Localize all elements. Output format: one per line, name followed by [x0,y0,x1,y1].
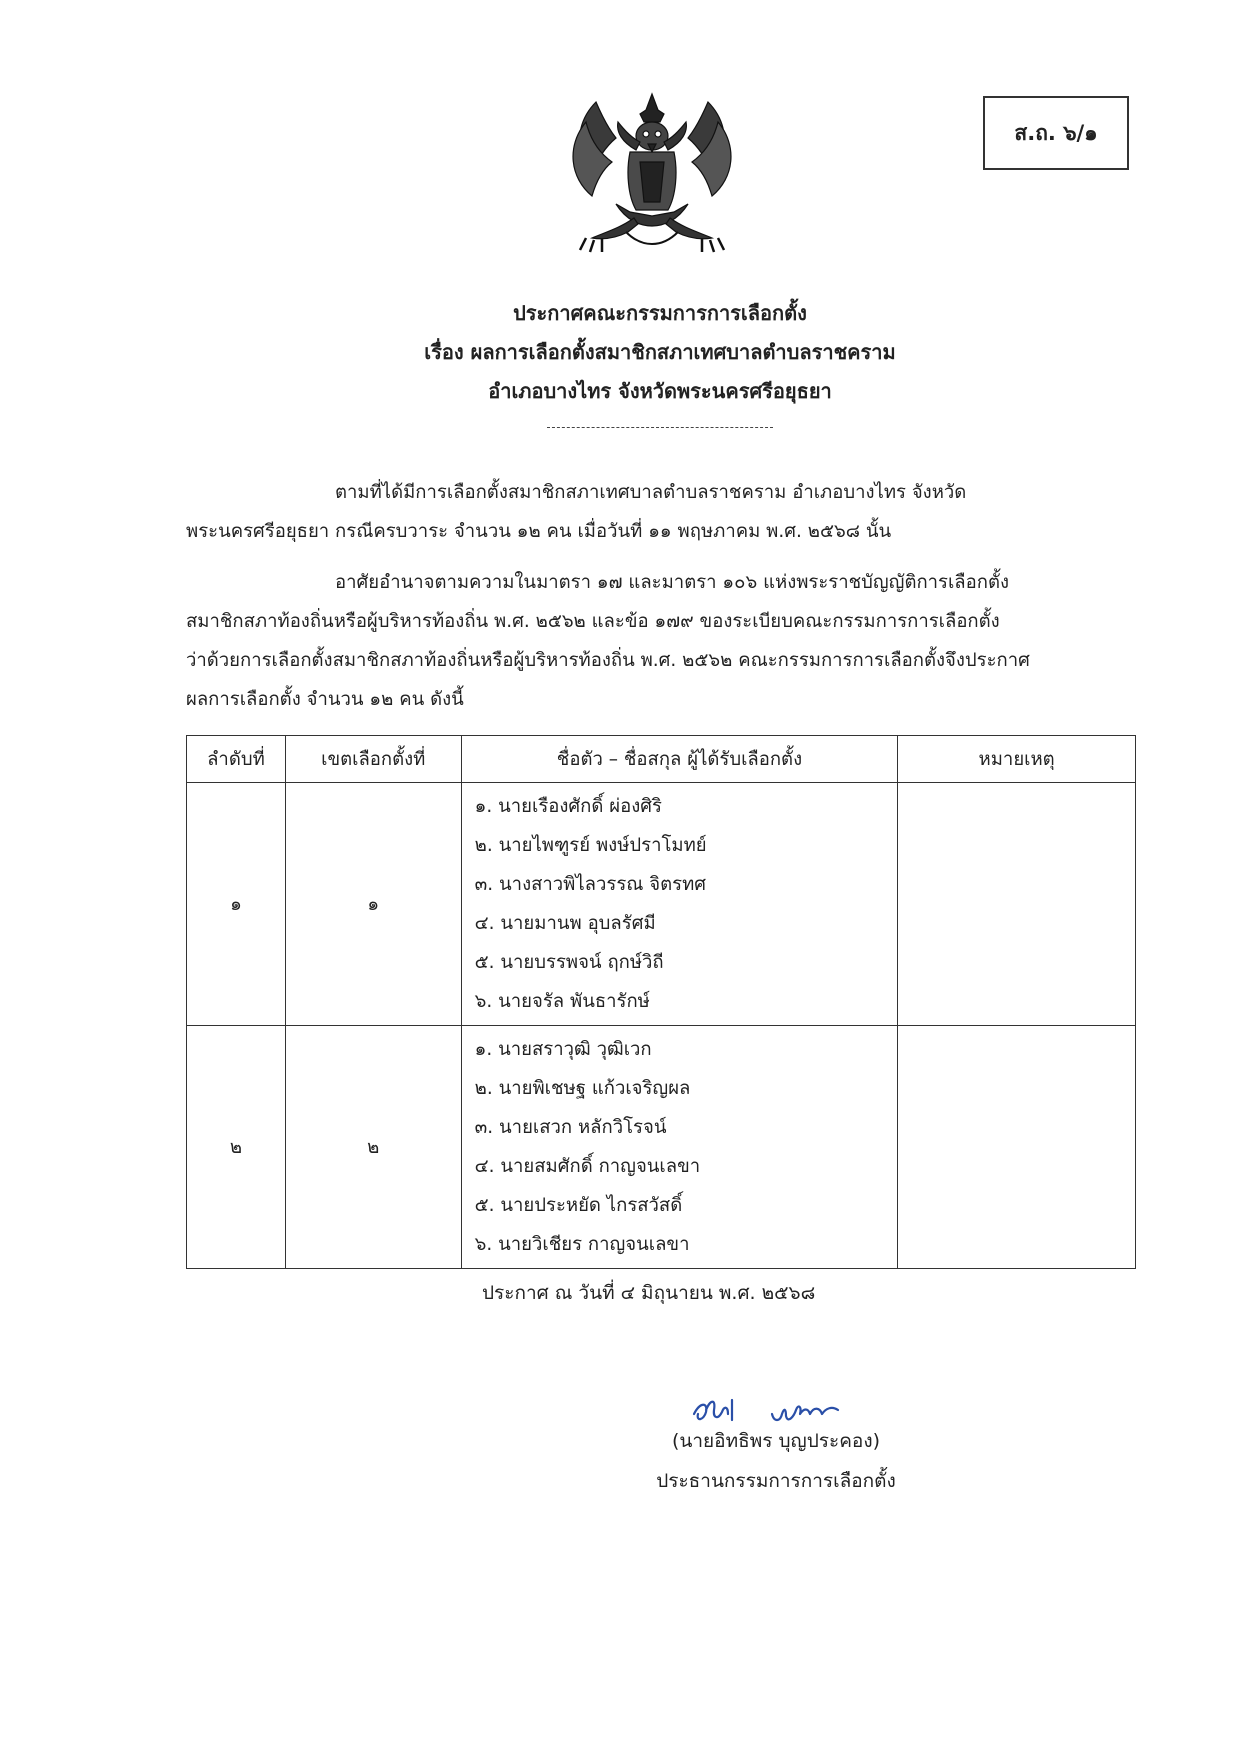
paragraph-1 [186,473,1136,551]
header-district: เขตเลือกตั้งที่ [285,736,461,783]
elected-member-name: ๓. นางสาวพิไลวรรณ จิตรทศ [474,874,707,895]
elected-member-name: ๖. นายวิเชียร กาญจนเลขา [474,1234,690,1255]
elected-member-name: ๓. นายเสวก หลักวิโรจน์ [474,1117,667,1138]
table-header-row [187,736,1136,783]
garuda-emblem [556,92,748,256]
announcement-date: ประกาศ ณ วันที่ ๔ มิถุนายน พ.ศ. ๒๕๖๘ [482,1282,816,1304]
heading-line-2: เรื่อง ผลการเลือกตั้งสมาชิกสภาเทศบาลตำบลราชคราม [424,340,896,364]
election-results-table [186,735,1136,1269]
row-remarks [898,1026,1136,1269]
elected-member-name: ๑. นายสราวุฒิ วุฒิเวก [474,1039,652,1060]
paragraph-1-line-2: พระนครศรีอยุธยา กรณีครบวาระ จำนวน ๑๒ คน เมื่อวันที่ ๑๑ พฤษภาคม พ.ศ. ๒๕๖๘ นั้น [186,521,892,542]
elected-member-name: ๕. นายประหยัด ไกรสวัสดิ์ [474,1195,683,1216]
heading-divider [547,427,773,428]
announcement-heading [0,294,1240,411]
heading-line-3: อำเภอบางไทร จังหวัดพระนครศรีอยุธยา [488,379,832,403]
paragraph-2-line-4: ผลการเลือกตั้ง จำนวน ๑๒ คน ดังนี้ [186,689,464,710]
elected-member-name: ๖. นายจรัล พันธารักษ์ [474,991,650,1012]
row-order: ๒ [187,1026,286,1269]
row-district: ๑ [285,783,461,1026]
row-names [461,1026,898,1269]
header-remarks: หมายเหตุ [898,736,1136,783]
signer-name: (นายอิทธิพร บุญประคอง) [671,1430,881,1452]
elected-member-name: ๔. นายสมศักดิ์ กาญจนเลขา [474,1156,701,1177]
paragraph-2-line-1: อาศัยอำนาจตามความในมาตรา ๑๗ และมาตรา ๑๐๖ แห่งพระราชบัญญัติการเลือกตั้ง [335,572,1010,593]
signer-title: ประธานกรรมการการเลือกตั้ง [656,1470,896,1492]
heading-line-1: ประกาศคณะกรรมการการเลือกตั้ง [513,301,807,325]
row-order: ๑ [187,783,286,1026]
paragraph-2 [186,563,1136,719]
elected-member-name: ๒. นายพิเชษฐ แก้วเจริญผล [474,1078,691,1099]
elected-member-name: ๕. นายบรรพจน์ ฤกษ์วิถี [474,952,664,973]
row-remarks [898,783,1136,1026]
paragraph-1-line-1: ตามที่ได้มีการเลือกตั้งสมาชิกสภาเทศบาลตำบลราชคราม อำเภอบางไทร จังหวัด [335,482,967,503]
document-code-box [983,96,1129,170]
table-row [187,1026,1136,1269]
elected-member-name: ๒. นายไพฑูรย์ พงษ์ปราโมทย์ [474,835,707,856]
elected-member-name: ๔. นายมานพ อุบลรัศมี [474,913,656,934]
row-names [461,783,898,1026]
header-names: ชื่อตัว – ชื่อสกุล ผู้ได้รับเลือกตั้ง [461,736,898,783]
document-code: ส.ถ. ๖/๑ [1014,120,1098,145]
row-district: ๒ [285,1026,461,1269]
paragraph-2-line-2: สมาชิกสภาท้องถิ่นหรือผู้บริหารท้องถิ่น พ.ศ. ๒๕๖๒ และข้อ ๑๗๙ ของระเบียบคณะกรรมการการเลือกตั้ง [186,611,1000,632]
paragraph-2-line-3: ว่าด้วยการเลือกตั้งสมาชิกสภาท้องถิ่นหรือผู้บริหารท้องถิ่น พ.ศ. ๒๕๖๒ คณะกรรมการการเลือกตั้งจึงประกาศ [186,650,1030,671]
elected-member-name: ๑. นายเรืองศักดิ์ ผ่องศิริ [474,796,662,817]
header-order: ลำดับที่ [187,736,286,783]
table-row [187,783,1136,1026]
